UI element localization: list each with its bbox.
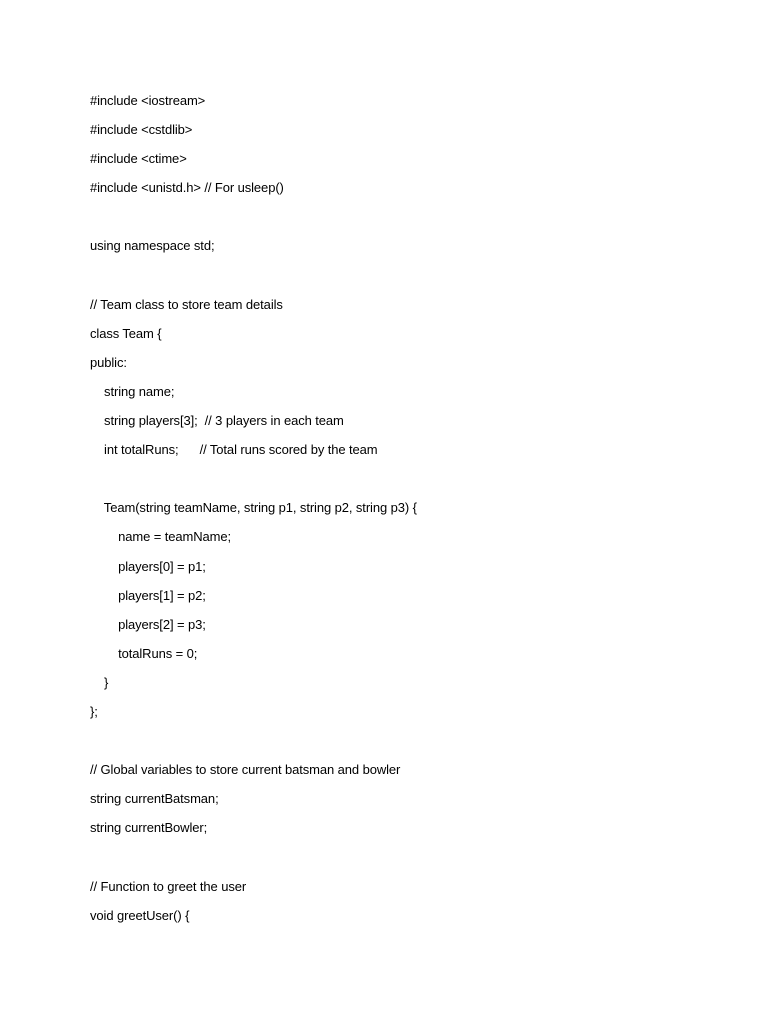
code-line-team-class-comment: // Team class to store team details <box>90 296 283 312</box>
code-line-name-assign: name = teamName; <box>90 529 232 545</box>
code-line-blank <box>90 729 417 758</box>
code-line-blank <box>90 205 417 234</box>
code-line-players-2: players[2] = p3; <box>90 616 206 632</box>
code-line-current-bowler: string currentBowler; <box>90 820 208 836</box>
code-line-include-iostream: #include <iostream> <box>90 93 206 108</box>
code-line-blank <box>90 467 417 496</box>
code-line-team-constructor: Team(string teamName, string p1, string p2, string p3) { <box>90 500 417 516</box>
code-line-include-unistd: #include <unistd.h> // For usleep() <box>90 180 284 196</box>
code-line-string-players: string players[3]; // 3 players in each team <box>90 413 344 429</box>
code-line-players-0: players[0] = p1; <box>90 558 206 574</box>
code-line-players-1: players[1] = p2; <box>90 587 206 603</box>
code-line-blank <box>90 264 417 293</box>
code-line-total-runs-init: totalRuns = 0; <box>90 645 198 661</box>
code-line-blank <box>90 845 417 874</box>
code-line-include-cstdlib: #include <cstdlib> <box>90 122 193 138</box>
code-line-int-total-runs: int totalRuns; // Total runs scored by the team <box>90 442 378 458</box>
code-line-public: public: <box>90 354 127 370</box>
code-line-greet-comment: // Function to greet the user <box>90 878 247 894</box>
code-line-using-namespace: using namespace std; <box>90 238 215 254</box>
code-line-greet-user-function: void greetUser() { <box>90 907 190 923</box>
code-line-current-batsman: string currentBatsman; <box>90 791 219 807</box>
code-line-globals-comment: // Global variables to store current batsman and bowler <box>90 762 401 778</box>
code-line-class-team: class Team { <box>90 325 162 341</box>
code-line-string-name: string name; <box>90 383 175 399</box>
code-line-include-ctime: #include <ctime> <box>90 151 187 167</box>
code-line-class-close: }; <box>90 703 98 719</box>
code-listing <box>90 89 417 933</box>
code-line-constructor-close: } <box>90 674 109 690</box>
